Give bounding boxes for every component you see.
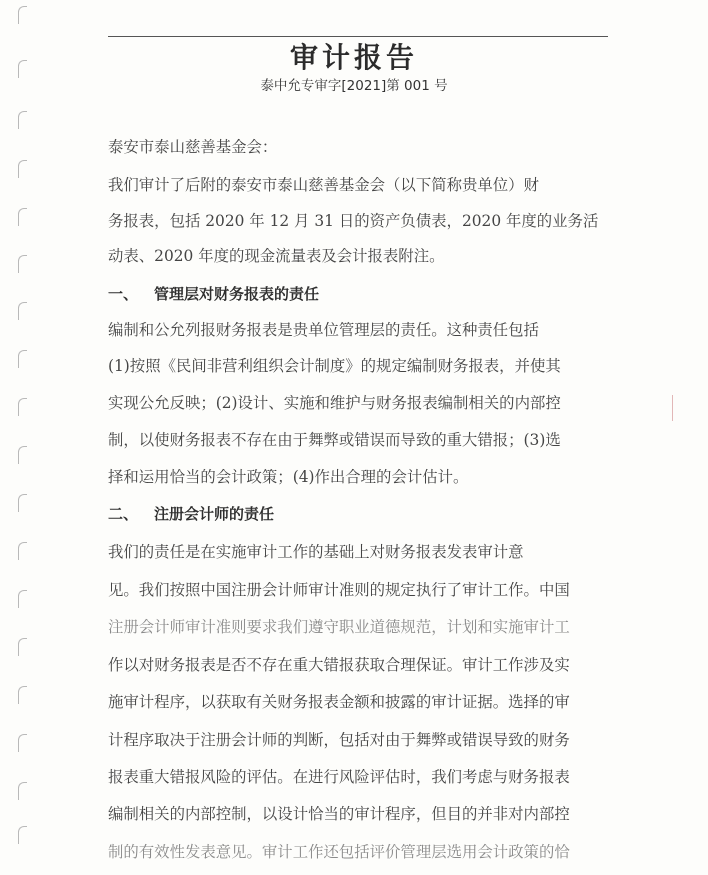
paragraph-line: 制的有效性发表意见。审计工作还包括评价管理层选用会计政策的恰 xyxy=(108,843,570,861)
section-heading-1 xyxy=(108,284,608,304)
intro-line: 动表、2020 年度的现金流量表及会计报表附注。 xyxy=(108,247,445,265)
paragraph-line: 作以对财务报表是否不存在重大错报获取合理保证。审计工作涉及实 xyxy=(108,656,570,674)
paragraph-line: 实现公允反映；(2)设计、实施和维护与财务报表编制相关的内部控 xyxy=(108,394,561,412)
binding-ring xyxy=(18,255,27,273)
binding-ring xyxy=(18,542,27,560)
binding-ring xyxy=(18,638,27,656)
intro-line: 我们审计了后附的泰安市泰山慈善基金会（以下简称贵单位）财 xyxy=(108,176,539,194)
paragraph-line: 我们的责任是在实施审计工作的基础上对财务报表发表审计意 xyxy=(108,543,524,561)
intro-line: 务报表，包括 2020 年 12 月 31 日的资产负债表，2020 年度的业务活 xyxy=(108,212,599,230)
binding-ring xyxy=(18,782,27,800)
paragraph-line: 编制和公允列报财务报表是贵单位管理层的责任。这种责任包括 xyxy=(108,321,539,339)
section-title: 管理层对财务报表的责任 xyxy=(154,285,320,303)
spiral-binding xyxy=(0,0,38,875)
paragraph-line: 编制相关的内部控制，以设计恰当的审计程序，但目的并非对内部控 xyxy=(108,805,570,823)
binding-ring xyxy=(18,350,27,368)
salutation: 泰安市泰山慈善基金会： xyxy=(108,138,278,156)
paragraph-line: (1)按照《民间非营利组织会计制度》的规定编制财务报表，并使其 xyxy=(108,357,561,375)
section-number: 一、 xyxy=(108,285,139,303)
paragraph-line: 注册会计师审计准则要求我们遵守职业道德规范，计划和实施审计工 xyxy=(108,618,570,636)
binding-ring xyxy=(18,302,27,320)
binding-ring xyxy=(18,6,27,24)
binding-ring xyxy=(18,826,27,844)
paragraph-line: 制，以使财务报表不存在由于舞弊或错误而导致的重大错报；(3)选 xyxy=(108,431,561,449)
binding-ring xyxy=(18,590,27,608)
section-heading-2 xyxy=(108,504,608,524)
binding-ring xyxy=(18,208,27,226)
document-number: 泰中允专审字[2021]第 001 号 xyxy=(260,78,448,94)
paragraph-line: 施审计程序，以获取有关财务报表金额和披露的审计证据。选择的审 xyxy=(108,693,570,711)
binding-ring xyxy=(18,160,27,178)
paragraph-line: 计程序取决于注册会计师的判断，包括对由于舞弊或错误导致的财务 xyxy=(108,731,570,749)
section-title: 注册会计师的责任 xyxy=(154,505,275,523)
binding-ring xyxy=(18,686,27,704)
binding-ring xyxy=(18,734,27,752)
paragraph-line: 见。我们按照中国注册会计师审计准则的规定执行了审计工作。中国 xyxy=(108,581,570,599)
paragraph-line: 报表重大错报风险的评估。在进行风险评估时，我们考虑与财务报表 xyxy=(108,768,570,786)
paragraph-line: 择和运用恰当的会计政策；(4)作出合理的会计估计。 xyxy=(108,468,469,486)
binding-ring xyxy=(18,398,27,416)
binding-ring xyxy=(18,111,27,129)
section-number: 二、 xyxy=(108,505,139,523)
binding-ring xyxy=(18,494,27,512)
scan-mark xyxy=(672,395,673,421)
binding-ring xyxy=(18,446,27,464)
report-title: 审计报告 xyxy=(289,41,418,74)
